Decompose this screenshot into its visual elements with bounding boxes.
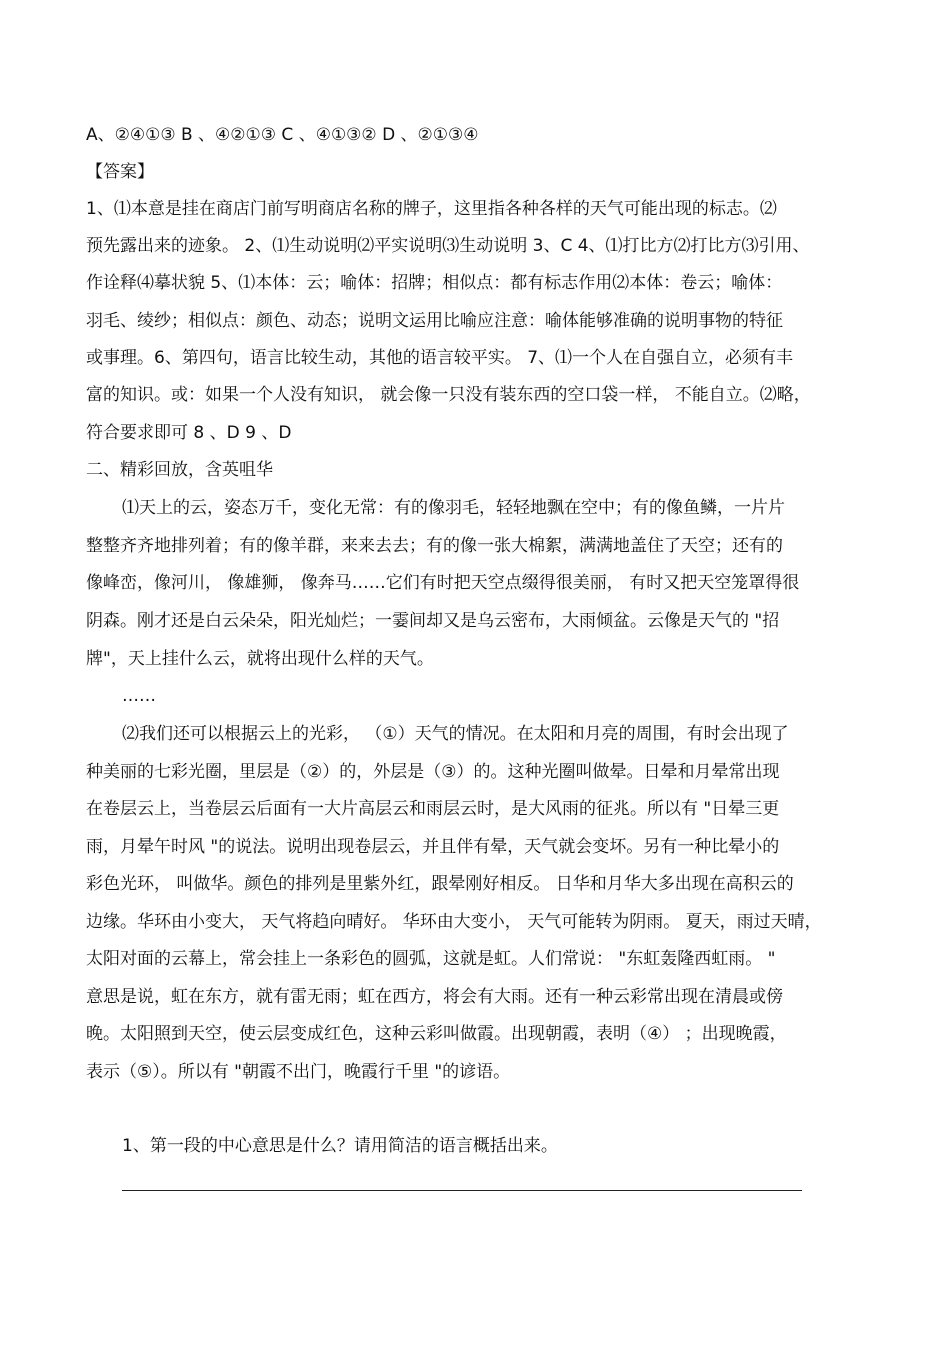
paragraph1-line: 牌"，天上挂什么云，就将出现什么样的天气。 bbox=[86, 649, 434, 669]
answer-text-line: 预先露出来的迹象。 2、⑴生动说明⑵平实说明⑶生动说明 3、C 4、⑴打比方⑵打比方⑶引用、 bbox=[86, 236, 810, 256]
paragraph1-line: ⑴天上的云，姿态万千，变化无常：有的像羽毛，轻轻地飘在空中；有的像鱼鳞，一片片 bbox=[122, 498, 785, 518]
answer-text-line: 羽毛、绫纱；相似点：颜色、动态；说明文运用比喻应注意：喻体能够准确的说明事物的特征 bbox=[86, 311, 783, 331]
section-heading: 二、精彩回放，含英咀华 bbox=[86, 460, 273, 480]
answer-text-line: 符合要求即可 8 、D 9 、D bbox=[86, 423, 292, 443]
answer-blank-line[interactable] bbox=[122, 1190, 802, 1191]
paragraph2-line: 太阳对面的云幕上，常会挂上一条彩色的圆弧，这就是虹。人们常说： "东虹轰隆西虹雨。 " bbox=[86, 949, 776, 969]
question-text: 1、第一段的中心意思是什么？请用简洁的语言概括出来。 bbox=[122, 1136, 558, 1156]
paragraph2-line: 彩色光环， 叫做华。颜色的排列是里紫外红，跟晕刚好相反。 日华和月华大多出现在高积云的 bbox=[86, 874, 794, 894]
options-line: A、②④①③ B 、④②①③ C 、④①③② D 、②①③④ bbox=[86, 125, 479, 145]
paragraph1-line: 像峰峦，像河川， 像雄狮， 像奔马……它们有时把天空点缀得很美丽， 有时又把天空笼罩得很 bbox=[86, 573, 800, 593]
answer-text-line: 富的知识。或：如果一个人没有知识， 就会像一只没有装东西的空口袋一样， 不能自立。⑵略， bbox=[86, 385, 811, 405]
answer-heading: 【答案】 bbox=[86, 162, 154, 182]
paragraph2-line: 意思是说，虹在东方，就有雷无雨；虹在西方，将会有大雨。还有一种云彩常出现在清晨或傍 bbox=[86, 987, 783, 1007]
paragraph2-line: 晚。太阳照到天空，使云层变成红色，这种云彩叫做霞。出现朝霞，表明（④） ；出现晚霞， bbox=[86, 1024, 787, 1044]
paragraph2-line: 在卷层云上，当卷层云后面有一大片高层云和雨层云时，是大风雨的征兆。所以有 "日晕三更 bbox=[86, 799, 780, 819]
paragraph2-line: 雨，月晕午时风 "的说法。说明出现卷层云，并且伴有晕，天气就会变坏。另有一种比晕小的 bbox=[86, 837, 780, 857]
paragraph2-line: 边缘。华环由小变大， 天气将趋向晴好。 华环由大变小， 天气可能转为阴雨。 夏天，雨过天晴， bbox=[86, 912, 822, 932]
paragraph1-line: 阴森。刚才还是白云朵朵，阳光灿烂；一霎间却又是乌云密布，大雨倾盆。云像是天气的 "招 bbox=[86, 611, 780, 631]
paragraph2-line: 种美丽的七彩光圈，里层是（②）的，外层是（③）的。这种光圈叫做晕。日晕和月晕常出现 bbox=[86, 762, 780, 782]
paragraph1-line: 整整齐齐地排列着；有的像羊群，来来去去；有的像一张大棉絮，满满地盖住了天空；还有的 bbox=[86, 536, 783, 556]
paragraph2-line: ⑵我们还可以根据云上的光彩， （①）天气的情况。在太阳和月亮的周围，有时会出现了 bbox=[122, 724, 789, 744]
answer-text-line: 1、⑴本意是挂在商店门前写明商店名称的牌子，这里指各种各样的天气可能出现的标志。⑵ bbox=[86, 199, 777, 219]
paragraph2-line: 表示（⑤）。所以有 "朝霞不出门，晚霞行千里 "的谚语。 bbox=[86, 1062, 511, 1082]
ellipsis: …… bbox=[122, 686, 156, 706]
answer-text-line: 或事理。6、第四句，语言比较生动，其他的语言较平实。 7、⑴一个人在自强自立，必须有丰 bbox=[86, 348, 794, 368]
answer-text-line: 作诠释⑷摹状貌 5、⑴本体：云；喻体：招牌；相似点：都有标志作用⑵本体：卷云；喻体： bbox=[86, 273, 783, 293]
